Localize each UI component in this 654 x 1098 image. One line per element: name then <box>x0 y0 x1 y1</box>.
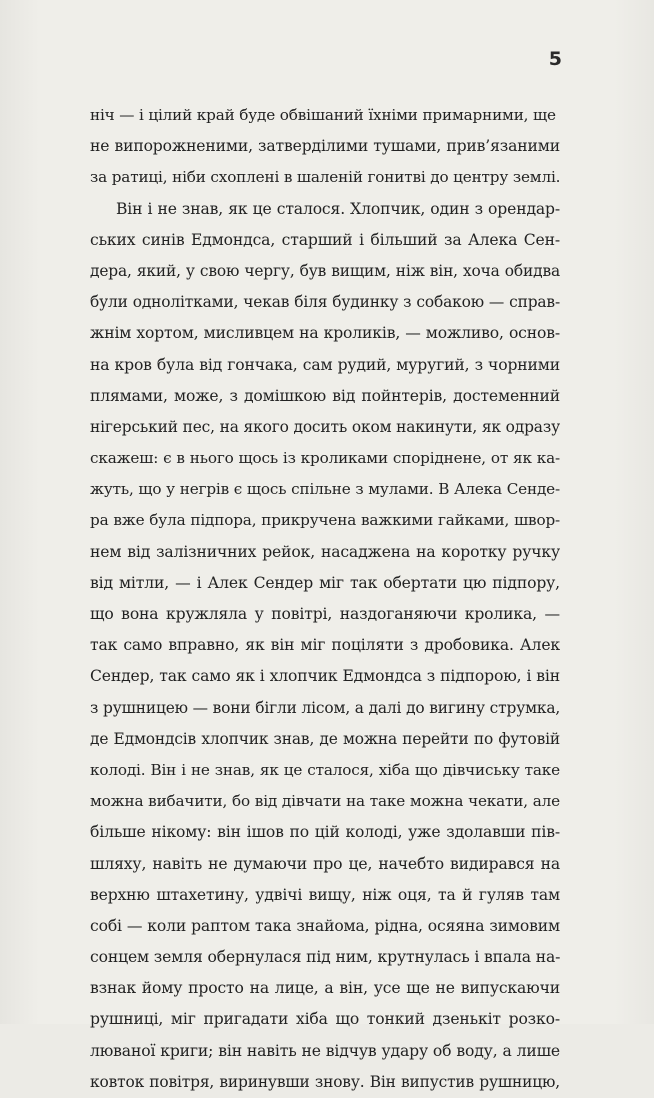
text-line: люваної криги; він навіть не відчув удару об воду, а лише <box>90 1041 560 1060</box>
text-line: що вона кружляла у повітрі, наздоганяючи кролика, — <box>90 605 560 623</box>
text-line: сонцем земля обернулася під ним, крутнулась і впала на- <box>90 948 560 967</box>
text-line: жуть, що у негрів є щось спільне з мулами. В Алека Сенде- <box>90 480 560 499</box>
text-line: рушниці, міг пригадати хіба що тонкий дзенькіт розко- <box>90 1010 560 1029</box>
text-line: ських синів Едмондса, старший і більший за Алека Сен- <box>90 230 560 249</box>
text-line: нігерський пес, на якого досить оком накинути, як одразу <box>90 417 560 436</box>
text-line: з рушницею — вони бігли лісом, а далі до вигину струмка, <box>90 698 560 717</box>
text-line: шляху, навіть не думаючи про це, начебто видирався на <box>90 854 560 873</box>
text-line: були однолітками, чекав біля будинку з собакою — справ- <box>90 293 560 312</box>
text-line: скажеш: є в нього щось із кроликами споріднене, от як ка- <box>90 449 560 468</box>
text-line: на кров була від гончака, сам рудий, муругий, з чорними <box>90 355 560 374</box>
text-line: де Едмондсів хлопчик знав, де можна перейти по футовій <box>90 729 560 748</box>
text-line: жнім хортом, мисливцем на кроликів, — можливо, основ- <box>90 324 560 343</box>
text-line: взнак йому просто на лице, а він, усе ще не випускаючи <box>90 979 560 998</box>
page-number: 5 <box>548 48 562 70</box>
text-line: за ратиці, ніби схоплені в шаленій гонитві до центру землі. <box>90 168 560 187</box>
text-line: більше нікому: він ішов по цій колоді, уже здолавши пів- <box>90 823 560 842</box>
text-line: собі — коли раптом така знайома, рідна, осяяна зимовим <box>90 916 560 935</box>
text-line: не випорожненими, затверділими тушами, прив’язаними <box>90 137 560 156</box>
text-line: можна вибачити, бо від дівчати на таке можна чекати, але <box>90 792 560 811</box>
text-line: так само вправно, як він міг поціляти з дробовика. Алек <box>90 636 560 655</box>
text-line: Він і не знав, як це сталося. Хлопчик, один з орендар- <box>116 199 560 218</box>
text-line: верхню штахетину, удвічі вищу, ніж оця, та й гуляв там <box>90 885 560 904</box>
text-line: плямами, може, з домішкою від пойнтерів, достеменний <box>90 386 560 405</box>
body-text <box>90 100 560 1098</box>
text-line: ра вже була підпора, прикручена важкими гайками, швор- <box>90 511 560 530</box>
text-line: колоді. Він і не знав, як це сталося, хіба що дівчиську таке <box>90 760 560 779</box>
text-line: Сендер, так само як і хлопчик Едмондса з підпорою, і він <box>90 667 560 686</box>
text-line: дера, який, у свою чергу, був вищим, ніж він, хоча обидва <box>90 261 560 280</box>
text-line: ковток повітря, виринувши знову. Він випустив рушницю, <box>90 1072 560 1091</box>
text-line: нем від залізничних рейок, насаджена на коротку ручку <box>90 542 560 561</box>
text-line: ніч — і цілий край буде обвішаний їхніми примарними, ще <box>90 106 556 124</box>
text-line: від мітли, — і Алек Сендер міг так обертати цю підпору, <box>90 573 560 592</box>
